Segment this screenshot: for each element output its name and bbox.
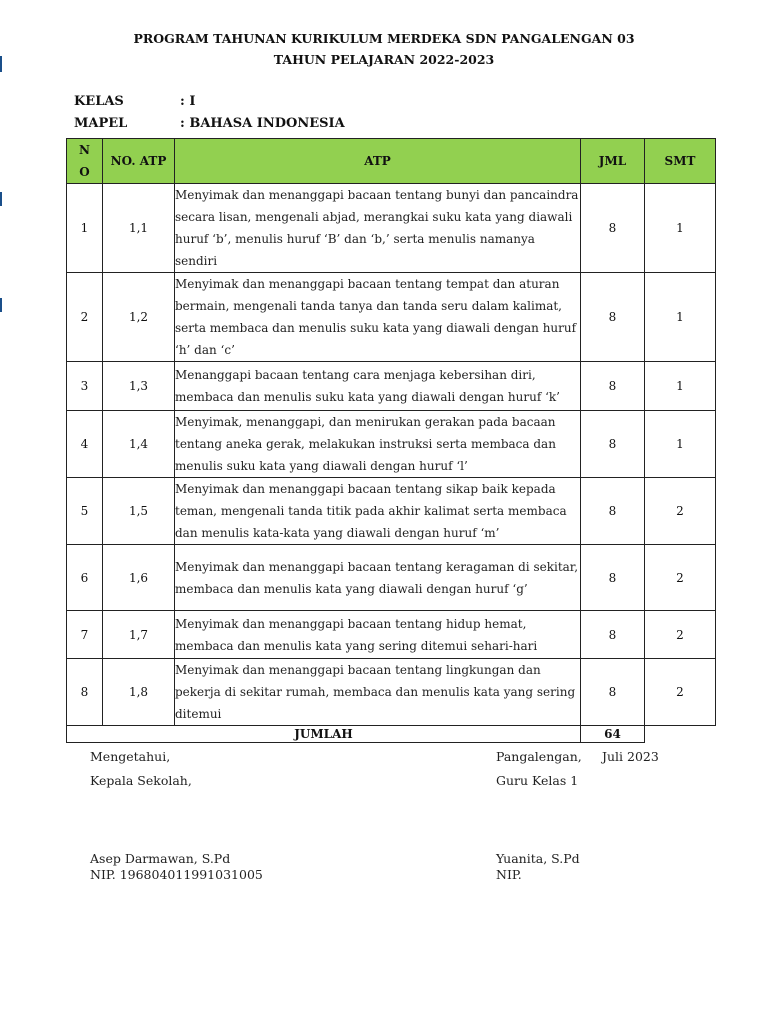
sign-right-date: Juli 2023: [602, 749, 659, 764]
row-atp: Menyimak dan menanggapi bacaan tentang sikap baik kepada teman, mengenali tanda titik pada akhir kalimat serta membaca dan menulis kata-kata yang diawali dengan huruf ‘m’: [175, 478, 581, 545]
row-no: 1: [67, 184, 103, 273]
row-smt: 2: [645, 545, 716, 611]
table-row: [67, 545, 716, 611]
table-header-row: [67, 139, 716, 184]
jumlah-total: 64: [581, 726, 645, 743]
row-no: 4: [67, 411, 103, 478]
table-row: [67, 659, 716, 726]
empty-cell: [645, 726, 716, 743]
table-footer-row: [67, 726, 716, 743]
sign-left-name: Asep Darmawan, S.Pd: [90, 851, 231, 866]
row-no: 2: [67, 273, 103, 362]
row-smt: 1: [645, 184, 716, 273]
sign-left-role: Kepala Sekolah,: [90, 773, 192, 788]
table-row: [67, 478, 716, 545]
row-no: 5: [67, 478, 103, 545]
row-no: 3: [67, 362, 103, 411]
sign-right-nip: NIP.: [496, 867, 522, 882]
header-no-line1: N: [79, 143, 90, 157]
row-jml: 8: [581, 184, 645, 273]
sign-right-place: Pangalengan,: [496, 749, 582, 764]
row-smt: 2: [645, 478, 716, 545]
row-no: 7: [67, 611, 103, 659]
header-no: [67, 139, 103, 184]
sign-right-name: Yuanita, S.Pd: [496, 851, 580, 866]
row-jml: 8: [581, 611, 645, 659]
row-atp: Menyimak dan menanggapi bacaan tentang keragaman di sekitar, membaca dan menulis kata yang diawali dengan huruf ‘g’: [175, 545, 581, 611]
edge-mark: [0, 192, 2, 206]
header-jml: JML: [581, 139, 645, 184]
row-no-atp: 1,7: [103, 611, 175, 659]
row-atp: Menyimak, menanggapi, dan menirukan gerakan pada bacaan tentang aneka gerak, melakukan instruksi serta membaca dan menulis suku kata yang diawali dengan huruf ‘l’: [175, 411, 581, 478]
row-no-atp: 1,4: [103, 411, 175, 478]
row-jml: 8: [581, 478, 645, 545]
table-row: [67, 362, 716, 411]
row-atp: Menyimak dan menanggapi bacaan tentang bunyi dan pancaindra secara lisan, mengenali abjad, merangkai suku kata yang diawali huruf ‘b’, menulis huruf ‘B’ dan ‘b,’ serta menulis namanya sendiri: [175, 184, 581, 273]
row-smt: 1: [645, 362, 716, 411]
document-title: PROGRAM TAHUNAN KURIKULUM MERDEKA SDN PANGALENGAN 03: [133, 31, 635, 46]
row-atp: Menanggapi bacaan tentang cara menjaga kebersihan diri, membaca dan menulis suku kata yang diawali dengan huruf ‘k’: [175, 362, 581, 411]
row-smt: 2: [645, 659, 716, 726]
row-no-atp: 1,1: [103, 184, 175, 273]
row-atp: Menyimak dan menanggapi bacaan tentang tempat dan aturan bermain, mengenali tanda tanya dan tanda seru dalam kalimat, serta membaca dan menulis suku kata yang diawali dengan huruf ‘h’ dan ‘c’: [175, 273, 581, 362]
mapel-label: MAPEL: [74, 116, 128, 131]
table-row: [67, 611, 716, 659]
row-no: 6: [67, 545, 103, 611]
sign-left-mengetahui: Mengetahui,: [90, 749, 171, 764]
row-smt: 1: [645, 411, 716, 478]
row-no-atp: 1,5: [103, 478, 175, 545]
table-row: [67, 273, 716, 362]
edge-mark: [0, 298, 2, 312]
row-no-atp: 1,6: [103, 545, 175, 611]
row-jml: 8: [581, 273, 645, 362]
document-subtitle: TAHUN PELAJARAN 2022-2023: [273, 52, 495, 67]
header-no-line2: O: [79, 165, 90, 179]
header-smt: SMT: [645, 139, 716, 184]
row-no-atp: 1,2: [103, 273, 175, 362]
atp-table: [66, 138, 716, 743]
mapel-value: : BAHASA INDONESIA: [180, 116, 345, 131]
row-jml: 8: [581, 362, 645, 411]
row-no-atp: 1,3: [103, 362, 175, 411]
sign-left-nip: NIP. 196804011991031005: [90, 867, 263, 882]
jumlah-label: JUMLAH: [67, 726, 581, 743]
row-jml: 8: [581, 411, 645, 478]
row-no: 8: [67, 659, 103, 726]
row-jml: 8: [581, 659, 645, 726]
kelas-value: : I: [180, 94, 196, 109]
row-no-atp: 1,8: [103, 659, 175, 726]
table-row: [67, 411, 716, 478]
header-atp: ATP: [175, 139, 581, 184]
row-smt: 1: [645, 273, 716, 362]
row-atp: Menyimak dan menanggapi bacaan tentang hidup hemat, membaca dan menulis kata yang sering ditemui sehari-hari: [175, 611, 581, 659]
header-no-atp: NO. ATP: [103, 139, 175, 184]
row-atp: Menyimak dan menanggapi bacaan tentang lingkungan dan pekerja di sekitar rumah, membaca dan menulis kata yang sering ditemui: [175, 659, 581, 726]
sign-right-role: Guru Kelas 1: [496, 773, 579, 788]
row-jml: 8: [581, 545, 645, 611]
kelas-label: KELAS: [74, 94, 124, 109]
row-smt: 2: [645, 611, 716, 659]
table-row: [67, 184, 716, 273]
